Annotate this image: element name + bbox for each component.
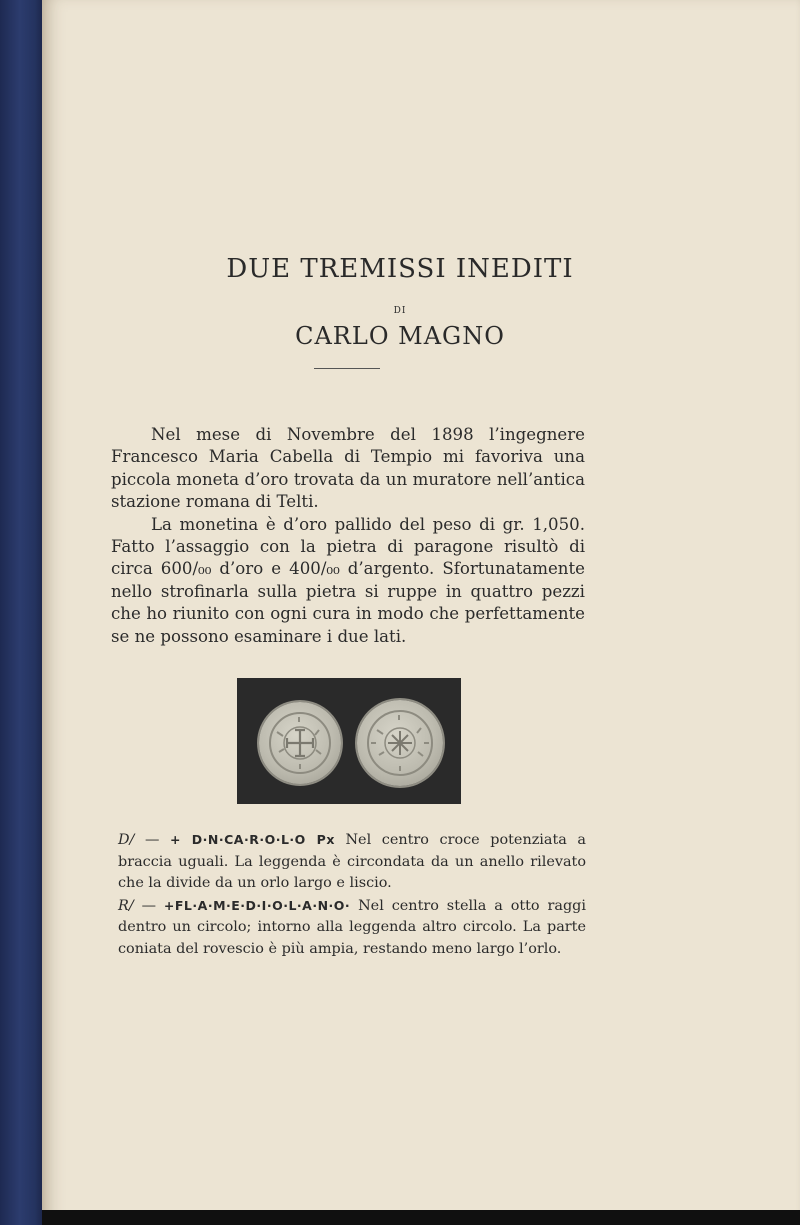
paragraph-1: Nel mese di Novembre del 1898 l’ingegnere Francesco Maria Cabella di Tempio mi favoriva una piccola moneta d’oro trovata da un muratore nell’antica stazione romana di Telti. (111, 425, 585, 512)
reverse-symbol: R/ (118, 897, 134, 914)
coin-obverse-image (259, 702, 341, 784)
page-bottom-edge (42, 1210, 800, 1225)
article-title: DUE TREMISSI INEDITI (226, 254, 574, 284)
obverse-symbol: D/ (118, 832, 135, 848)
obverse-text: Nel centro croce potenziata a braccia uguali. La leggenda è circondata da un anello rilevato che la divide da un orlo largo e liscio. (118, 832, 586, 892)
title-divider (314, 368, 380, 369)
obverse-description (118, 829, 586, 895)
reverse-legend: +FL·A·M·E·D·I·O·L·A·N·O· (163, 897, 351, 913)
coin-descriptions (118, 829, 586, 961)
title-connector: DI (393, 306, 407, 316)
reverse-description (118, 895, 586, 961)
reverse-dash: — (133, 897, 164, 914)
article-body (111, 424, 585, 648)
obverse-dash: — (134, 832, 170, 848)
obverse-legend: + D·N·CA·R·O·L·O Px (169, 832, 335, 847)
coin-photograph (237, 678, 461, 804)
book-spine (0, 0, 44, 1225)
reverse-text: Nel centro stella a otto raggi dentro un circolo; intorno alla leggenda altro circolo. La parte coniata del rovescio è più ampia, restando meno largo l’orlo. (118, 897, 586, 957)
article-subtitle: CARLO MAGNO (295, 322, 505, 350)
coin-reverse-image (357, 700, 443, 786)
paragraph-2: La monetina è d’oro pallido del peso di gr. 1,050. Fatto l’assaggio con la pietra di paragone risultò di circa 600/₀₀ d’oro e 400/₀₀ d’argento. Sfortunatamente nello strofinarla sulla pietra si ruppe in quattro pezzi che ho riunito con ogni cura in modo che perfettamente se ne possono esaminare i due lati. (111, 514, 585, 646)
